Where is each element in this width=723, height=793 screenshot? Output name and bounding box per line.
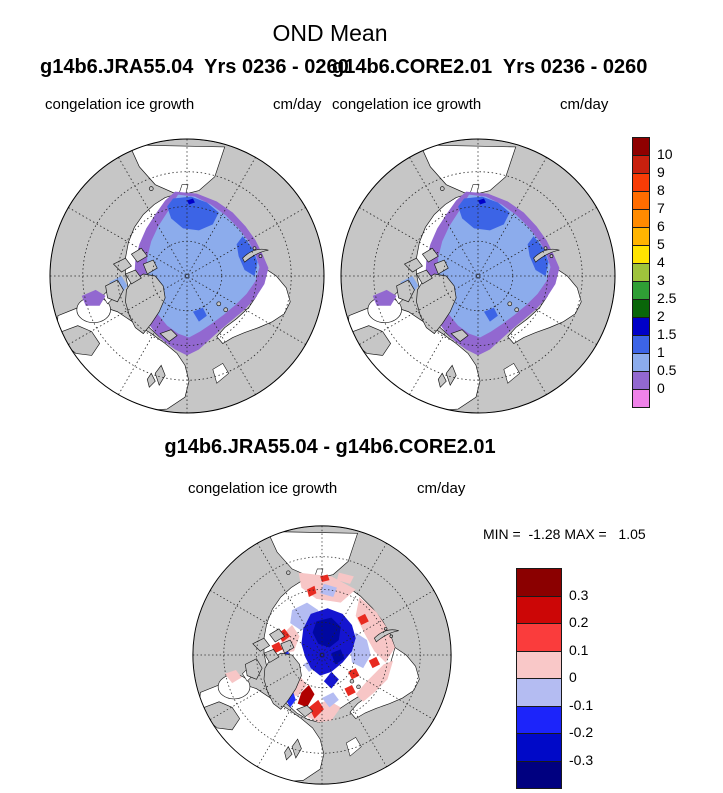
colorbar-tick-label: 0.1 (569, 641, 589, 658)
colorbar-tick-label: -0.3 (569, 751, 594, 768)
colorbar-tick-label: 4 (657, 254, 665, 270)
colorbar-cell (632, 389, 650, 408)
colorbar-cell (632, 173, 650, 192)
colorbar-tick-label: 0 (657, 380, 665, 396)
colorbar-cell (632, 335, 650, 354)
colorbar-cell (632, 227, 650, 246)
difference-field-label: congelation ice growth (188, 480, 338, 497)
colorbar-tick-label: -0.1 (569, 696, 594, 713)
max-label: MAX = (564, 526, 611, 542)
colorbar-cell (632, 317, 650, 336)
left-field-label: congelation ice growth (45, 96, 195, 113)
colorbar-tick-label: 7 (657, 200, 665, 216)
colorbar-cell (516, 706, 562, 735)
colorbar-cell (516, 623, 562, 652)
colorbar-tick-label: 0 (569, 669, 577, 685)
max-value: 1.05 (610, 526, 646, 542)
right-field-label: congelation ice growth (332, 96, 482, 113)
colorbar-cell (632, 209, 650, 228)
left-panel-title: g14b6.JRA55.04 Yrs 0236 - 0260 (40, 56, 349, 78)
colorbar-difference (516, 568, 626, 790)
colorbar-tick-label: 3 (657, 272, 665, 288)
minmax-readout (483, 526, 646, 542)
right-panel-title: g14b6.CORE2.01 Yrs 0236 - 0260 (332, 56, 648, 78)
colorbar-tick-label: 10 (657, 146, 673, 162)
colorbar-cell (632, 137, 650, 156)
right-units-label: cm/day (560, 96, 609, 113)
colorbar-tick-label: 8 (657, 182, 665, 198)
colorbar-tick-label: 5 (657, 236, 665, 252)
colorbar-tick-label: 6 (657, 218, 665, 234)
colorbar-cell (632, 281, 650, 300)
colorbar-cell (516, 733, 562, 762)
colorbar-tick-label: 2 (657, 308, 665, 324)
colorbar-cell (516, 678, 562, 707)
difference-units-label: cm/day (417, 480, 466, 497)
colorbar-tick-label: 0.5 (657, 362, 677, 378)
colorbar-cell (516, 651, 562, 680)
colorbar-tick-label: 1.5 (657, 326, 677, 342)
colorbar-cell (632, 155, 650, 174)
min-value: -1.28 (524, 526, 565, 542)
colorbar-cell (632, 299, 650, 318)
colorbar-cell (632, 263, 650, 282)
left-units-label: cm/day (273, 96, 322, 113)
min-label: MIN = (483, 526, 525, 542)
colorbar-cell (632, 191, 650, 210)
colorbar-cell (516, 596, 562, 625)
colorbar-cell (632, 353, 650, 372)
colorbar-cell (516, 761, 562, 790)
colorbar-tick-label: -0.2 (569, 724, 594, 740)
colorbar-cell (632, 245, 650, 264)
colorbar-cell (516, 568, 562, 597)
colorbar-mean (632, 137, 702, 409)
map-mean-left (48, 137, 326, 415)
colorbar-tick-label: 0.3 (569, 586, 589, 603)
colorbar-tick-label: 1 (657, 344, 665, 360)
colorbar-tick-label: 2.5 (657, 290, 677, 306)
map-difference (191, 524, 453, 786)
difference-title: g14b6.JRA55.04 - g14b6.CORE2.01 (164, 436, 496, 458)
colorbar-tick-label: 9 (657, 164, 665, 180)
page-title: OND Mean (272, 20, 388, 46)
colorbar-cell (632, 371, 650, 390)
colorbar-tick-label: 0.2 (569, 614, 589, 630)
map-mean-right (339, 137, 617, 415)
